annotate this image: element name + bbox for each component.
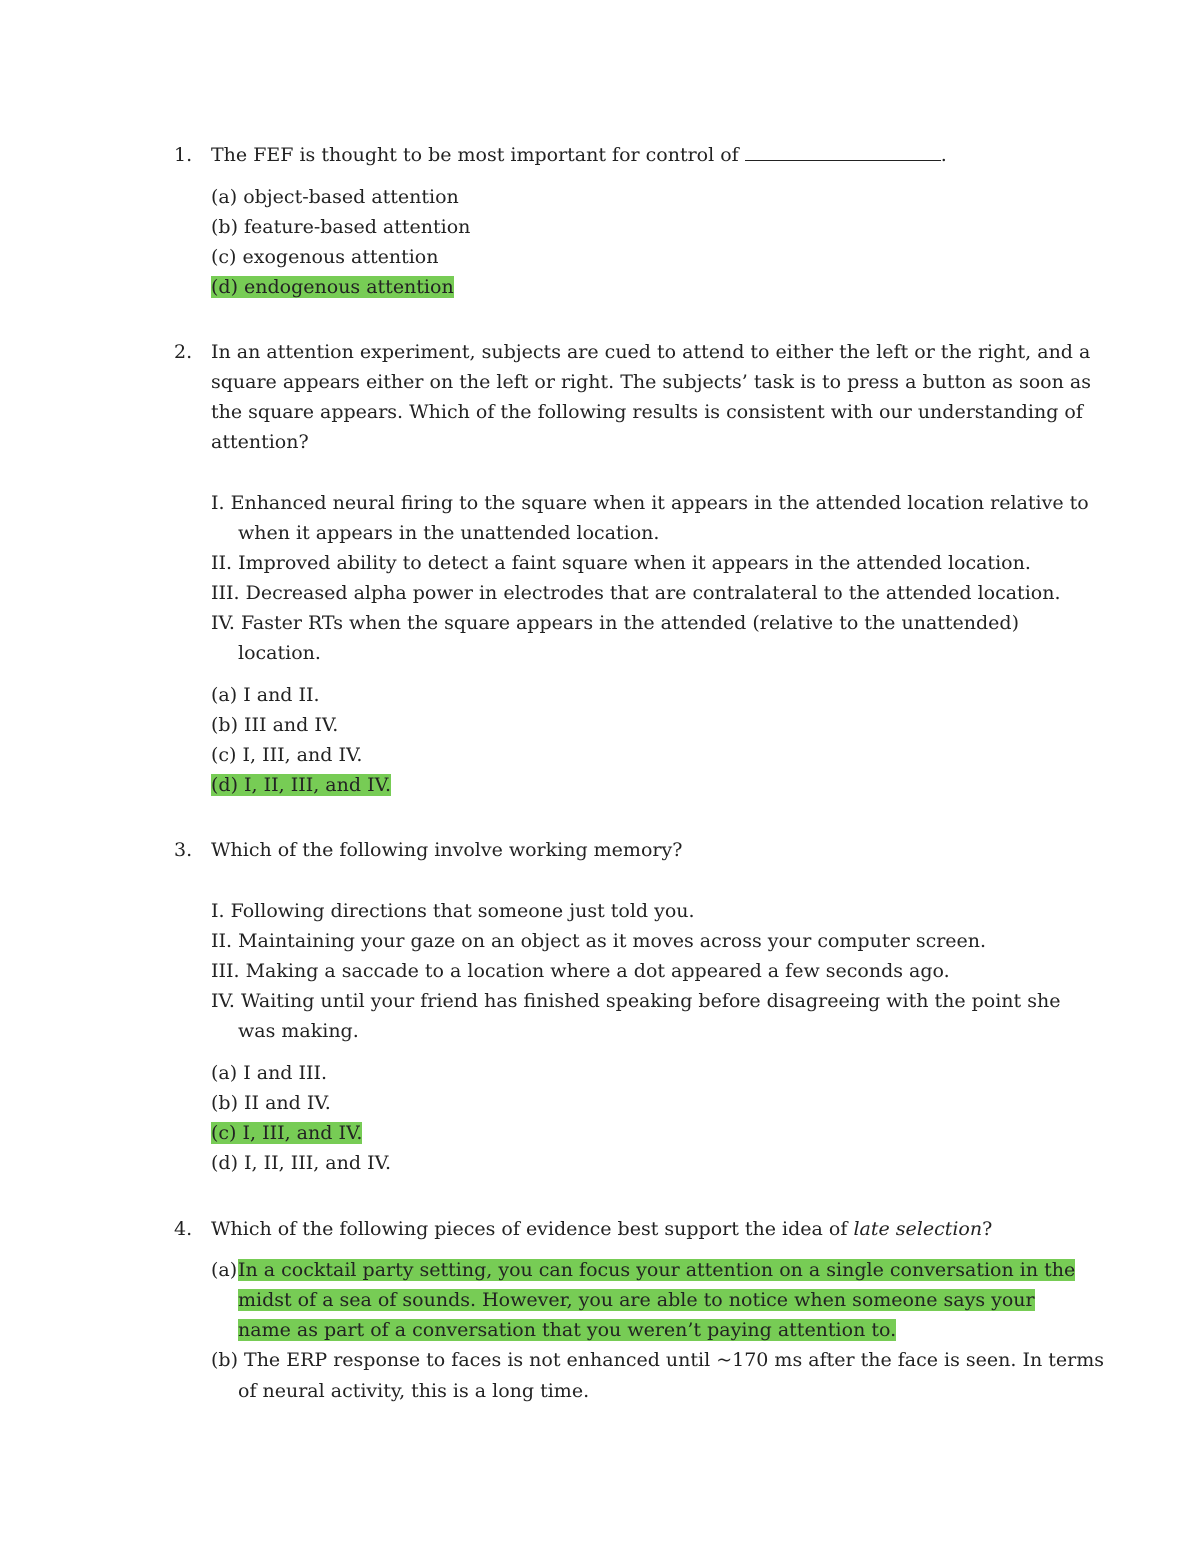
question-2-number: 2. <box>174 341 193 363</box>
correct-answer-highlight: (d) I, II, III, and IV. <box>211 774 392 796</box>
question-3-statement-1: I. Following directions that someone just told you. <box>211 900 695 922</box>
answer-blank <box>745 146 941 161</box>
question-3-statement-2: II. Maintaining your gaze on an object as it moves across your computer screen. <box>211 930 987 952</box>
question-4-option-b-line-2: of neural activity, this is a long time. <box>238 1380 590 1402</box>
question-3-prompt: Which of the following involve working memory? <box>211 839 683 861</box>
question-1-option-d <box>211 272 454 302</box>
question-3-option-d: (d) I, II, III, and IV. <box>211 1152 392 1174</box>
question-2-prompt-line-1: In an attention experiment, subjects are cued to attend to either the left or the right, and a <box>211 341 1091 363</box>
question-3-statement-4-cont: was making. <box>238 1020 359 1042</box>
question-1-prompt-text: The FEF is thought to be most important for control of <box>211 144 739 166</box>
question-4-prompt-emphasis: late selection <box>853 1218 983 1240</box>
question-1-option-b: (b) feature-based attention <box>211 216 471 238</box>
question-2-statement-4-cont: location. <box>238 642 321 664</box>
question-4-prompt-end: ? <box>982 1218 993 1240</box>
correct-answer-highlight: In a cocktail party setting, you can focus your attention on a single conversation in the <box>238 1259 1076 1281</box>
question-4-option-a-line-3 <box>238 1315 896 1345</box>
question-2-prompt-line-2: square appears either on the left or right. The subjects’ task is to press a button as soon as <box>211 371 1091 393</box>
question-2-prompt-line-4: attention? <box>211 431 309 453</box>
correct-answer-highlight: midst of a sea of sounds. However, you are able to notice when someone says your <box>238 1289 1035 1311</box>
question-4-option-b-line-1: (b) The ERP response to faces is not enhanced until ~170 ms after the face is seen. In terms <box>211 1349 1104 1371</box>
question-2-option-d <box>211 770 391 800</box>
question-2-statement-2: II. Improved ability to detect a faint square when it appears in the attended location. <box>211 552 1031 574</box>
question-3-statement-4: IV. Waiting until your friend has finished speaking before disagreeing with the point she <box>211 990 1061 1012</box>
question-4-prompt <box>211 1214 992 1244</box>
question-3-option-a: (a) I and III. <box>211 1062 328 1084</box>
correct-answer-highlight: (d) endogenous attention <box>211 276 454 298</box>
question-2-prompt-line-3: the square appears. Which of the following results is consistent with our understanding of <box>211 401 1083 423</box>
question-1-option-c: (c) exogenous attention <box>211 246 439 268</box>
question-2-option-a: (a) I and II. <box>211 684 320 706</box>
question-3-statement-3: III. Making a saccade to a location where a dot appeared a few seconds ago. <box>211 960 950 982</box>
question-4-number: 4. <box>174 1218 193 1240</box>
question-2-statement-1-cont: when it appears in the unattended location. <box>238 522 660 544</box>
question-1-option-a: (a) object-based attention <box>211 186 459 208</box>
question-4-prompt-text: Which of the following pieces of evidence best support the idea of <box>211 1218 848 1240</box>
question-4-option-a-line-1 <box>238 1255 1075 1285</box>
question-1-prompt <box>211 140 947 170</box>
question-3-option-c <box>211 1118 362 1148</box>
question-1-prompt-end: . <box>940 144 947 166</box>
correct-answer-highlight: name as part of a conversation that you weren’t paying attention to. <box>238 1319 897 1341</box>
question-2-option-c: (c) I, III, and IV. <box>211 744 363 766</box>
question-4-option-a-label: (a) <box>211 1259 238 1281</box>
question-1-number: 1. <box>174 144 193 166</box>
question-3-option-b: (b) II and IV. <box>211 1092 331 1114</box>
question-4-option-a-line-2 <box>238 1285 1035 1315</box>
question-2-statement-3: III. Decreased alpha power in electrodes that are contralateral to the attended location. <box>211 582 1061 604</box>
question-2-option-b: (b) III and IV. <box>211 714 339 736</box>
question-2-statement-1: I. Enhanced neural firing to the square when it appears in the attended location relative to <box>211 492 1089 514</box>
question-2-statement-4: IV. Faster RTs when the square appears in the attended (relative to the unattended) <box>211 612 1020 634</box>
question-3-number: 3. <box>174 839 193 861</box>
correct-answer-highlight: (c) I, III, and IV. <box>211 1122 363 1144</box>
